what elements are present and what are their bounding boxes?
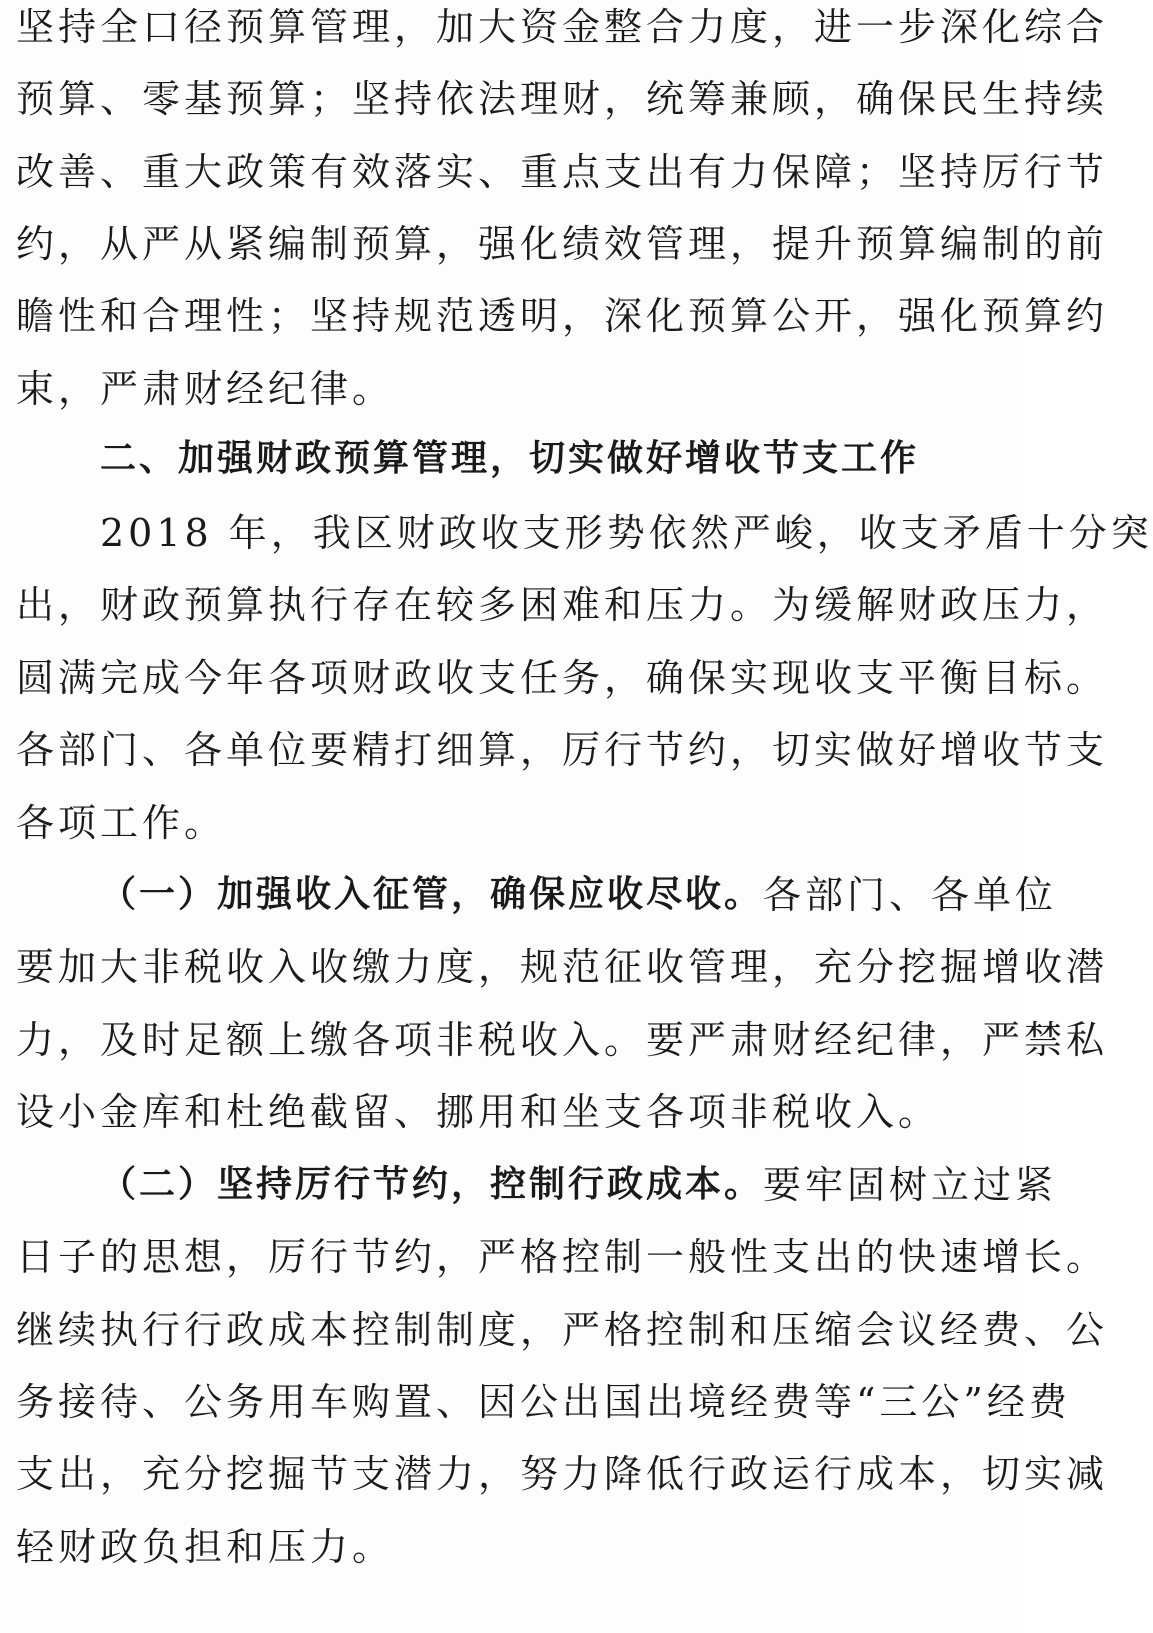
paragraph-line: 各部门、各单位要精打细算，厉行节约，切实做好增收节支 bbox=[16, 728, 1109, 772]
paragraph-line: 约，从严从紧编制预算，强化绩效管理，提升预算编制的前 bbox=[16, 222, 1109, 266]
paragraph-line: 继续执行行政成本控制制度，严格控制和压缩会议经费、公 bbox=[16, 1308, 1109, 1352]
subsection-heading: （二）坚持厉行节约，控制行政成本。 bbox=[100, 1164, 764, 1205]
paragraph-line: 日子的思想，厉行节约，严格控制一般性支出的快速增长。 bbox=[16, 1235, 1109, 1279]
paragraph-line: 瞻性和合理性；坚持规范透明，深化预算公开，强化预算约 bbox=[16, 294, 1109, 338]
subsection-text: 要牢固树立过紧 bbox=[763, 1163, 1058, 1207]
subsection-line bbox=[16, 1148, 1058, 1222]
subsection-heading: （一）加强收入征管，确保应收尽收。 bbox=[100, 874, 764, 915]
paragraph-line: 预算、零基预算；坚持依法理财，统筹兼顾，确保民生持续 bbox=[16, 77, 1109, 121]
paragraph-line: 圆满完成今年各项财政收支任务，确保实现收支平衡目标。 bbox=[16, 656, 1109, 700]
paragraph-line: 设小金库和杜绝截留、挪用和坐支各项非税收入。 bbox=[16, 1090, 941, 1134]
paragraph-line: 支出，充分挖掘节支潜力，努力降低行政运行成本，切实减 bbox=[16, 1452, 1109, 1496]
paragraph-line: 改善、重大政策有效落实、重点支出有力保障；坚持厉行节 bbox=[16, 150, 1109, 194]
paragraph-line: 各项工作。 bbox=[16, 801, 227, 845]
section-heading: 二、加强财政预算管理，切实做好增收节支工作 bbox=[100, 438, 920, 479]
subsection-text: 各部门、各单位 bbox=[763, 873, 1058, 917]
paragraph-line: 2018 年，我区财政收支形势依然严峻，收支矛盾十分突 bbox=[100, 511, 1153, 555]
subsection-line bbox=[16, 858, 1058, 932]
paragraph-line: 出，财政预算执行存在较多困难和压力。为缓解财政压力， bbox=[16, 583, 1109, 627]
paragraph-line: 坚持全口径预算管理，加大资金整合力度，进一步深化综合 bbox=[16, 5, 1109, 49]
paragraph-line: 力，及时足额上缴各项非税收入。要严肃财经纪律，严禁私 bbox=[16, 1018, 1109, 1062]
paragraph-line: 轻财政负担和压力。 bbox=[16, 1525, 395, 1569]
paragraph-line: 束，严肃财经纪律。 bbox=[16, 367, 395, 411]
paragraph-line: 务接待、公务用车购置、因公出国出境经费等“三公”经费 bbox=[16, 1380, 1071, 1424]
paragraph-line: 要加大非税收入收缴力度，规范征收管理，充分挖掘增收潜 bbox=[16, 945, 1109, 989]
